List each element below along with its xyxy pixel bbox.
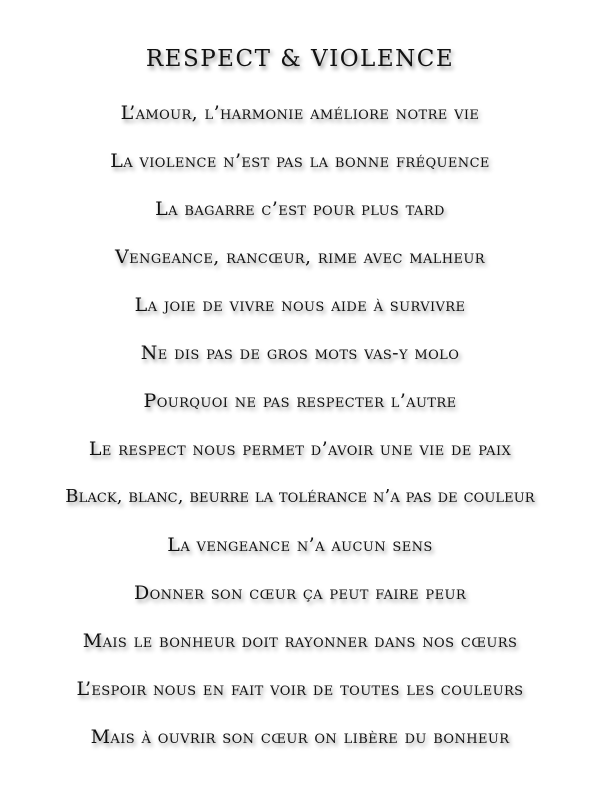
poem-line: Ne dis pas de gros mots vas-y molo [140,342,460,364]
poem-line: L’amour, l’harmonie améliore notre vie [120,102,480,124]
poem-line: Black, blanc, beurre la tolérance n’a pas de couleur [65,486,535,507]
poem-line: Mais le bonheur doit rayonner dans nos cœurs [82,630,518,652]
poem-line: Pourquoi ne pas respecter l’autre [143,390,457,412]
poem-line: La vengeance n’a aucun sens [167,534,433,556]
poem-line: Vengeance, rancœur, rime avec malheur [115,246,485,268]
poem-line: Mais à ouvrir son cœur on libère du bonheur [90,726,510,748]
poem-line: L’espoir nous en fait voir de toutes les couleurs [76,678,524,700]
poem-line: La bagarre c’est pour plus tard [155,198,445,220]
poem-title: RESPECT & VIOLENCE [145,46,455,72]
poem-line: La joie de vivre nous aide à survivre [134,294,466,316]
poem-line: La violence n’est pas la bonne fréquence [110,150,490,172]
poem-line: Donner son cœur ça peut faire peur [133,582,467,604]
poem-line: Le respect nous permet d’avoir une vie de paix [88,438,512,460]
